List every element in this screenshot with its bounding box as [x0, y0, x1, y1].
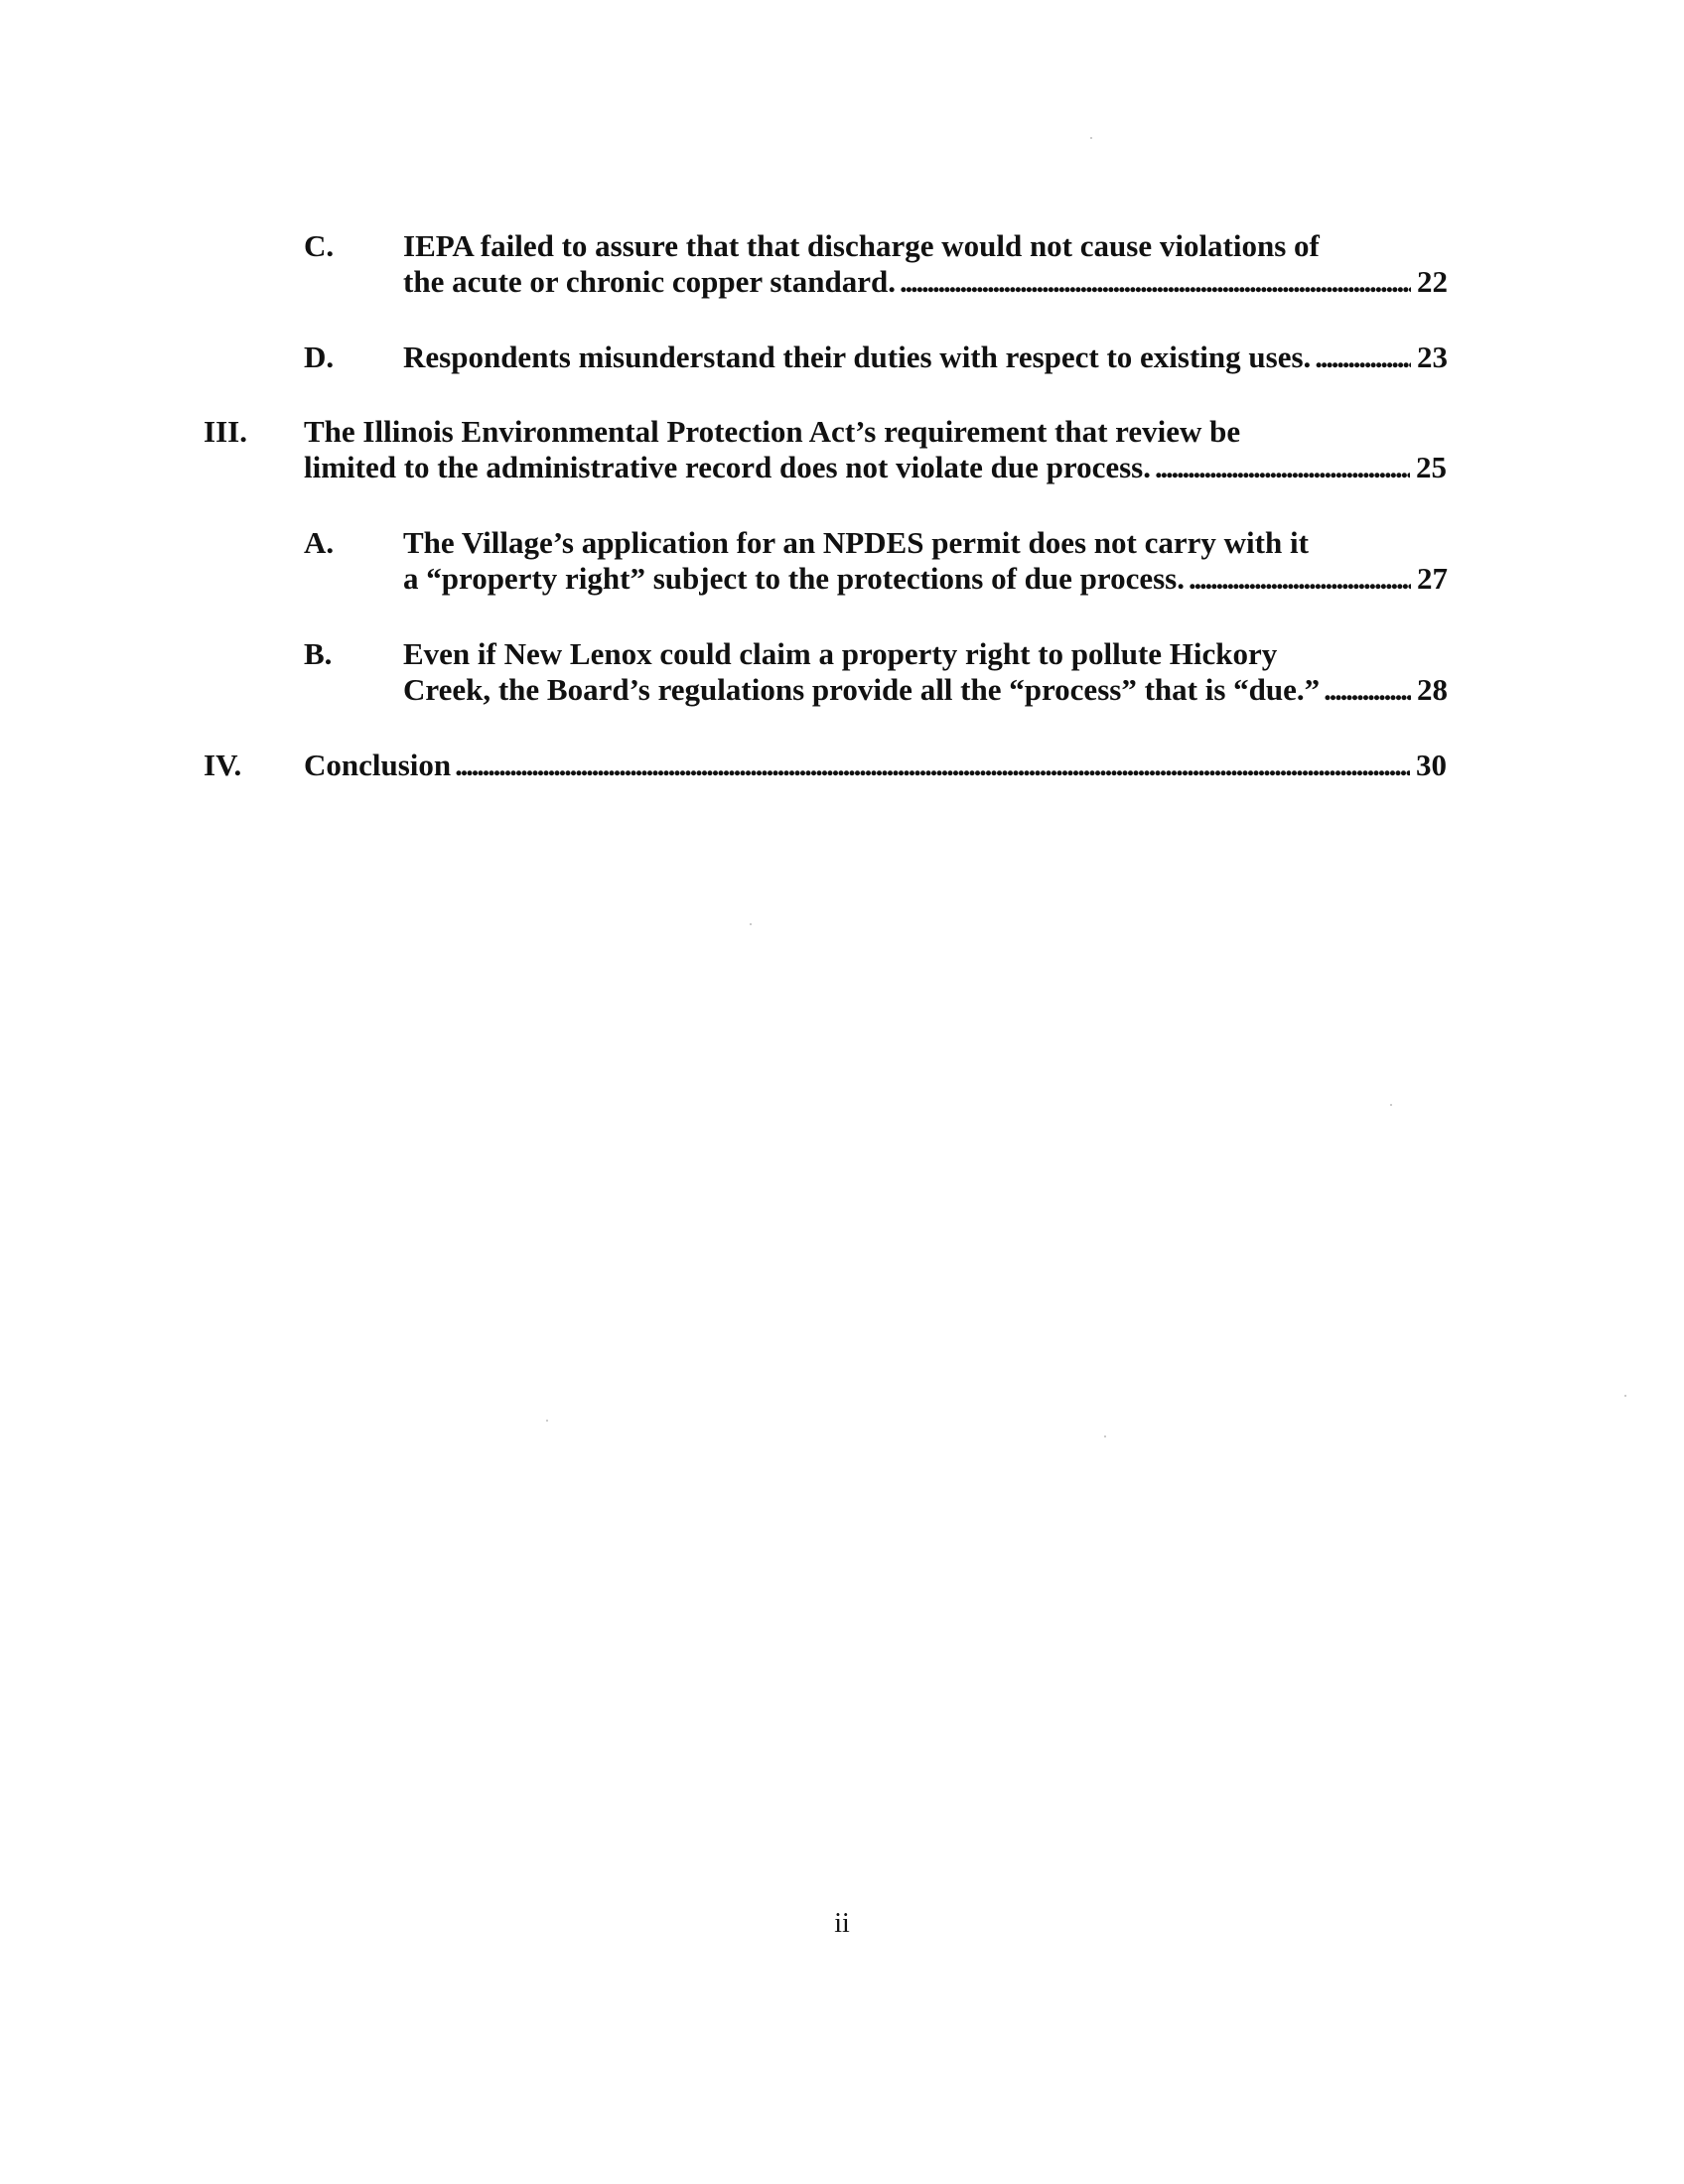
scan-speck [1104, 1435, 1106, 1437]
toc-page-number: 28 [1417, 672, 1448, 707]
toc-entry-marker: A. [304, 525, 335, 560]
scan-speck [546, 1420, 548, 1422]
toc-entry-marker: III. [204, 414, 247, 449]
toc-entry-line: The Illinois Environmental Protection Act’s requirement that review be [304, 414, 1241, 449]
dot-leader [1324, 672, 1411, 708]
toc-entry-text [403, 228, 1448, 300]
toc-entry-last-line-text: Conclusion [304, 748, 452, 782]
toc-entry-last-line-text: Respondents misunderstand their duties with respect to existing uses. [403, 340, 1312, 374]
toc-entry-marker: B. [304, 636, 333, 671]
toc-entry-line: The Village’s application for an NPDES permit does not carry with it [403, 525, 1309, 560]
toc-entry-text [304, 414, 1447, 485]
toc-page-number: 27 [1417, 561, 1448, 596]
scan-speck [1624, 1395, 1626, 1397]
toc-entry-text [403, 636, 1448, 708]
toc-entry-line: IEPA failed to assure that that discharge would not cause violations of [403, 228, 1320, 263]
toc-entry-line: Even if New Lenox could claim a property right to pollute Hickory [403, 636, 1278, 671]
toc-entry-last-line-text: a “property right” subject to the protections of due process. [403, 561, 1185, 596]
toc-entry-marker: D. [304, 340, 335, 374]
toc-entry-text [304, 748, 1447, 783]
scan-speck [1090, 137, 1092, 139]
dot-leader [900, 264, 1411, 300]
toc-entry-last-line-text: limited to the administrative record does not violate due process. [304, 450, 1151, 484]
page-number-footer: ii [834, 1908, 850, 1939]
dot-leader [1155, 450, 1410, 485]
toc-entry-last-line-text: the acute or chronic copper standard. [403, 264, 896, 299]
toc-entry-last-line [403, 672, 1448, 708]
dot-leader [455, 748, 1410, 783]
toc-page-number: 23 [1417, 340, 1448, 374]
toc-entry-marker: C. [304, 228, 335, 263]
toc-entry-marker: IV. [204, 748, 242, 782]
toc-page-number: 30 [1416, 748, 1447, 782]
toc-entry-last-line-text: Creek, the Board’s regulations provide all the “process” that is “due.” [403, 672, 1321, 707]
toc-entry-text [403, 525, 1448, 597]
scan-speck [750, 923, 752, 925]
dot-leader [1315, 340, 1411, 375]
toc-page-number: 25 [1416, 450, 1447, 484]
toc-entry-last-line [403, 264, 1448, 300]
scan-speck [1390, 1104, 1392, 1106]
toc-page-number: 22 [1417, 264, 1448, 299]
toc-entry-last-line [304, 450, 1447, 485]
toc-entry-last-line [403, 340, 1448, 375]
dot-leader [1189, 561, 1411, 597]
toc-entry-last-line [403, 561, 1448, 597]
toc-entry-last-line [304, 748, 1447, 783]
toc-entry-text [403, 340, 1448, 375]
